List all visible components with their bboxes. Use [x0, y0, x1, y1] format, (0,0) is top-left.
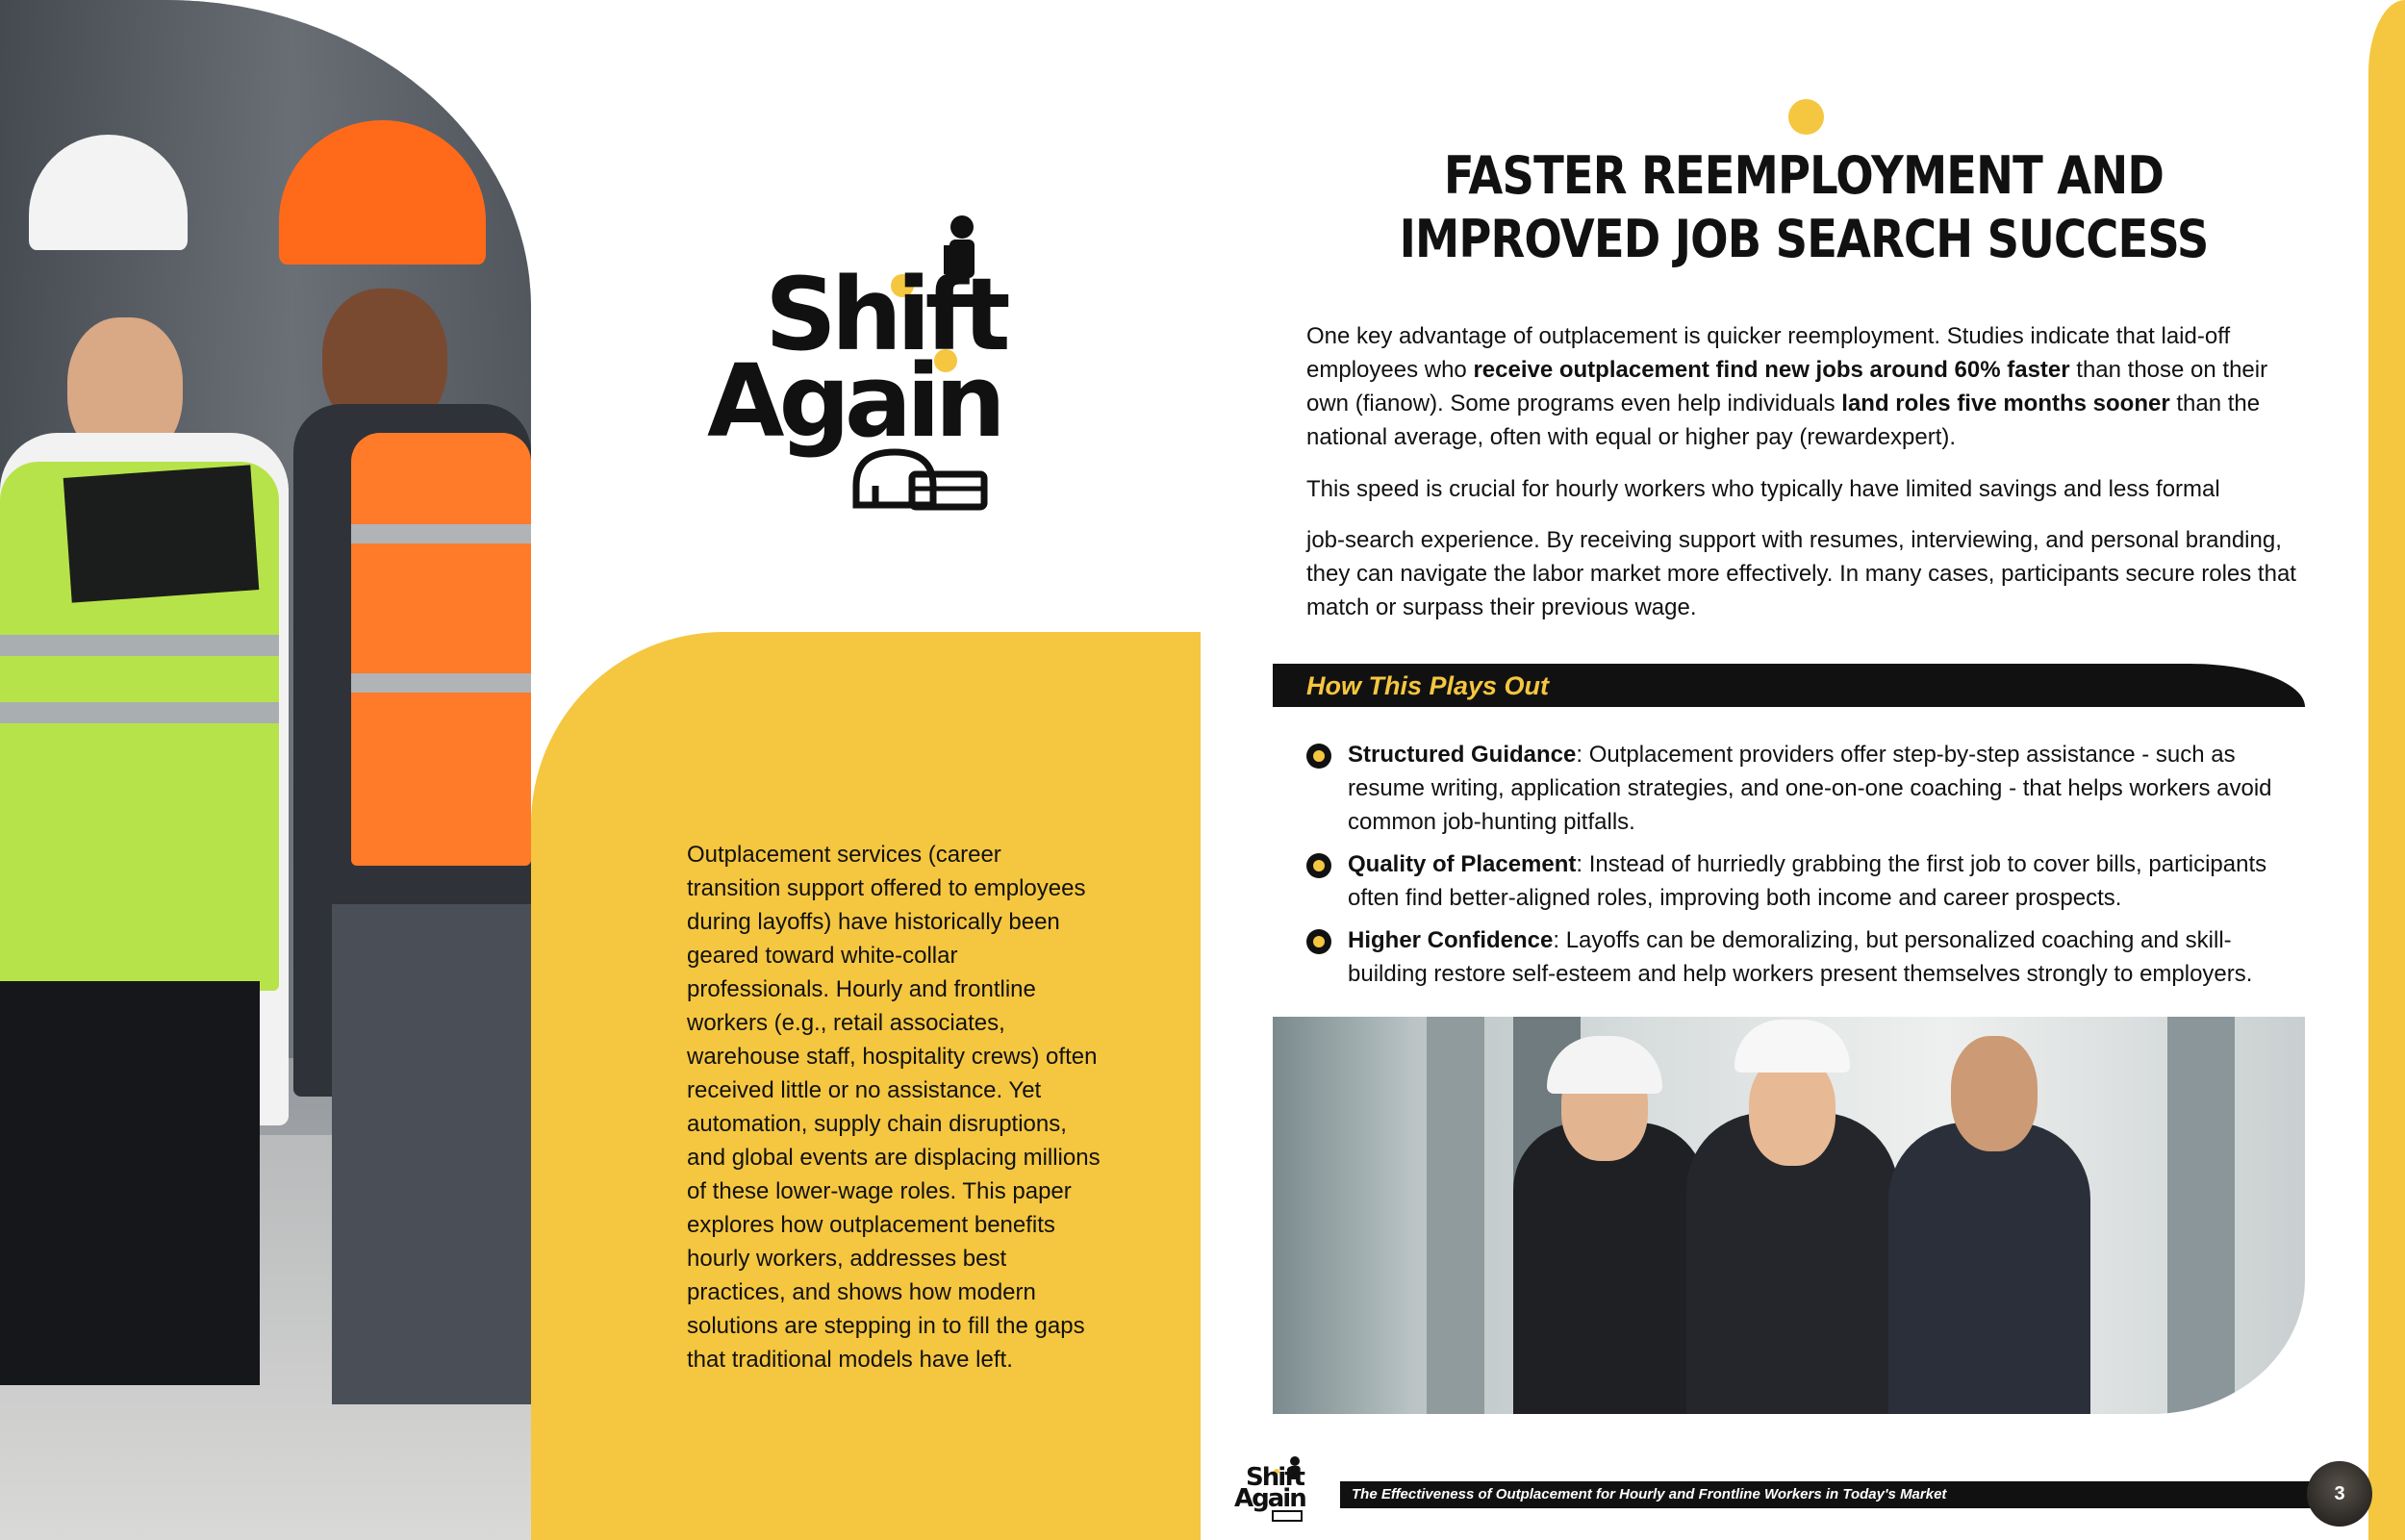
- footer-document-title: The Effectiveness of Outplacement for Hourly and Frontline Workers in Today's Market: [1352, 1486, 1947, 1502]
- bullet-description: : Layoffs can be demoralizing, but personalized coaching and skill-building restore self-esteem and help workers present themselves strongly to employers.: [1348, 927, 2253, 987]
- team-photo: [1273, 1017, 2305, 1414]
- paragraph-speed: This speed is crucial for hourly workers who typically have limited savings and less formal: [1306, 476, 2220, 502]
- paragraph-job-search: job-search experience. By receiving support with resumes, interviewing, and personal branding, they can navigate the labor market more effectively. In many cases, participants secure roles that match or surpass their previous wage.: [1306, 527, 2296, 620]
- paragraph-reemployment: [1306, 319, 2307, 454]
- highlight-60-percent: receive outplacement find new jobs around 60% faster: [1473, 357, 2070, 383]
- bullet-text: [1348, 738, 2305, 839]
- paragraph-text: than those on their own (fianow). Some programs even help individuals: [1306, 357, 2268, 417]
- logo-word-shift: Shift: [765, 256, 1005, 373]
- footer-logo: [1234, 1455, 1311, 1523]
- page-title: [1353, 144, 2254, 271]
- bullet-dot-icon: [1306, 853, 1331, 878]
- bullet-term: Higher Confidence: [1348, 927, 1554, 953]
- title-accent-dot: [1788, 99, 1824, 135]
- footer-logo-again: Again: [1234, 1484, 1305, 1513]
- section-heading: How This Plays Out: [1306, 671, 1550, 700]
- title-line-2: IMPROVED JOB SEARCH SUCCESS: [1399, 209, 2209, 269]
- highlight-five-months: land roles five months sooner: [1841, 391, 2170, 417]
- footer-logo-shift: Shift: [1246, 1463, 1304, 1492]
- bullet-dot-icon: [1306, 744, 1331, 769]
- bullet-description: : Outplacement providers offer step-by-step assistance - such as resume writing, application strategies, and one-on-one coaching - that helps workers avoid common job-hunting pitfalls.: [1348, 742, 2272, 835]
- right-edge-accent: [2368, 0, 2405, 1540]
- paragraph-text: One key advantage of outplacement is quicker reemployment. Studies indicate that laid-off employees who: [1306, 323, 2231, 383]
- construction-workers-photo: [0, 0, 531, 1540]
- logo-word-again: Again: [707, 342, 1000, 460]
- bullet-description: : Instead of hurriedly grabbing the first job to cover bills, participants often find better-aligned roles, improving both income and career prospects.: [1348, 851, 2267, 911]
- bullet-term: Quality of Placement: [1348, 851, 1577, 877]
- bullet-dot-icon: [1306, 929, 1331, 954]
- title-line-1: FASTER REEMPLOYMENT AND: [1443, 145, 2164, 206]
- intro-paragraph: Outplacement services (career transition support offered to employees during layoffs) have historically been geared toward white-collar professionals. Hourly and frontline workers (e.g., retail associates, warehouse staff, hospitality crews) often received little or no assistance. Yet automation, supply chain disruptions, and global events are displacing millions of these lower-wage roles. This paper explores how outplacement benefits hourly workers, addresses best practices, and shows how modern solutions are stepping in to fill the gaps that traditional models have left.: [687, 842, 1101, 1373]
- shift-again-logo: [707, 207, 1034, 515]
- bullet-text: [1348, 923, 2305, 991]
- bullet-term: Structured Guidance: [1348, 742, 1577, 768]
- paragraph-text: than the national average, often with equal or higher pay (rewardexpert).: [1306, 391, 2261, 450]
- bullet-text: [1348, 847, 2305, 915]
- page-number: 3: [2307, 1461, 2372, 1527]
